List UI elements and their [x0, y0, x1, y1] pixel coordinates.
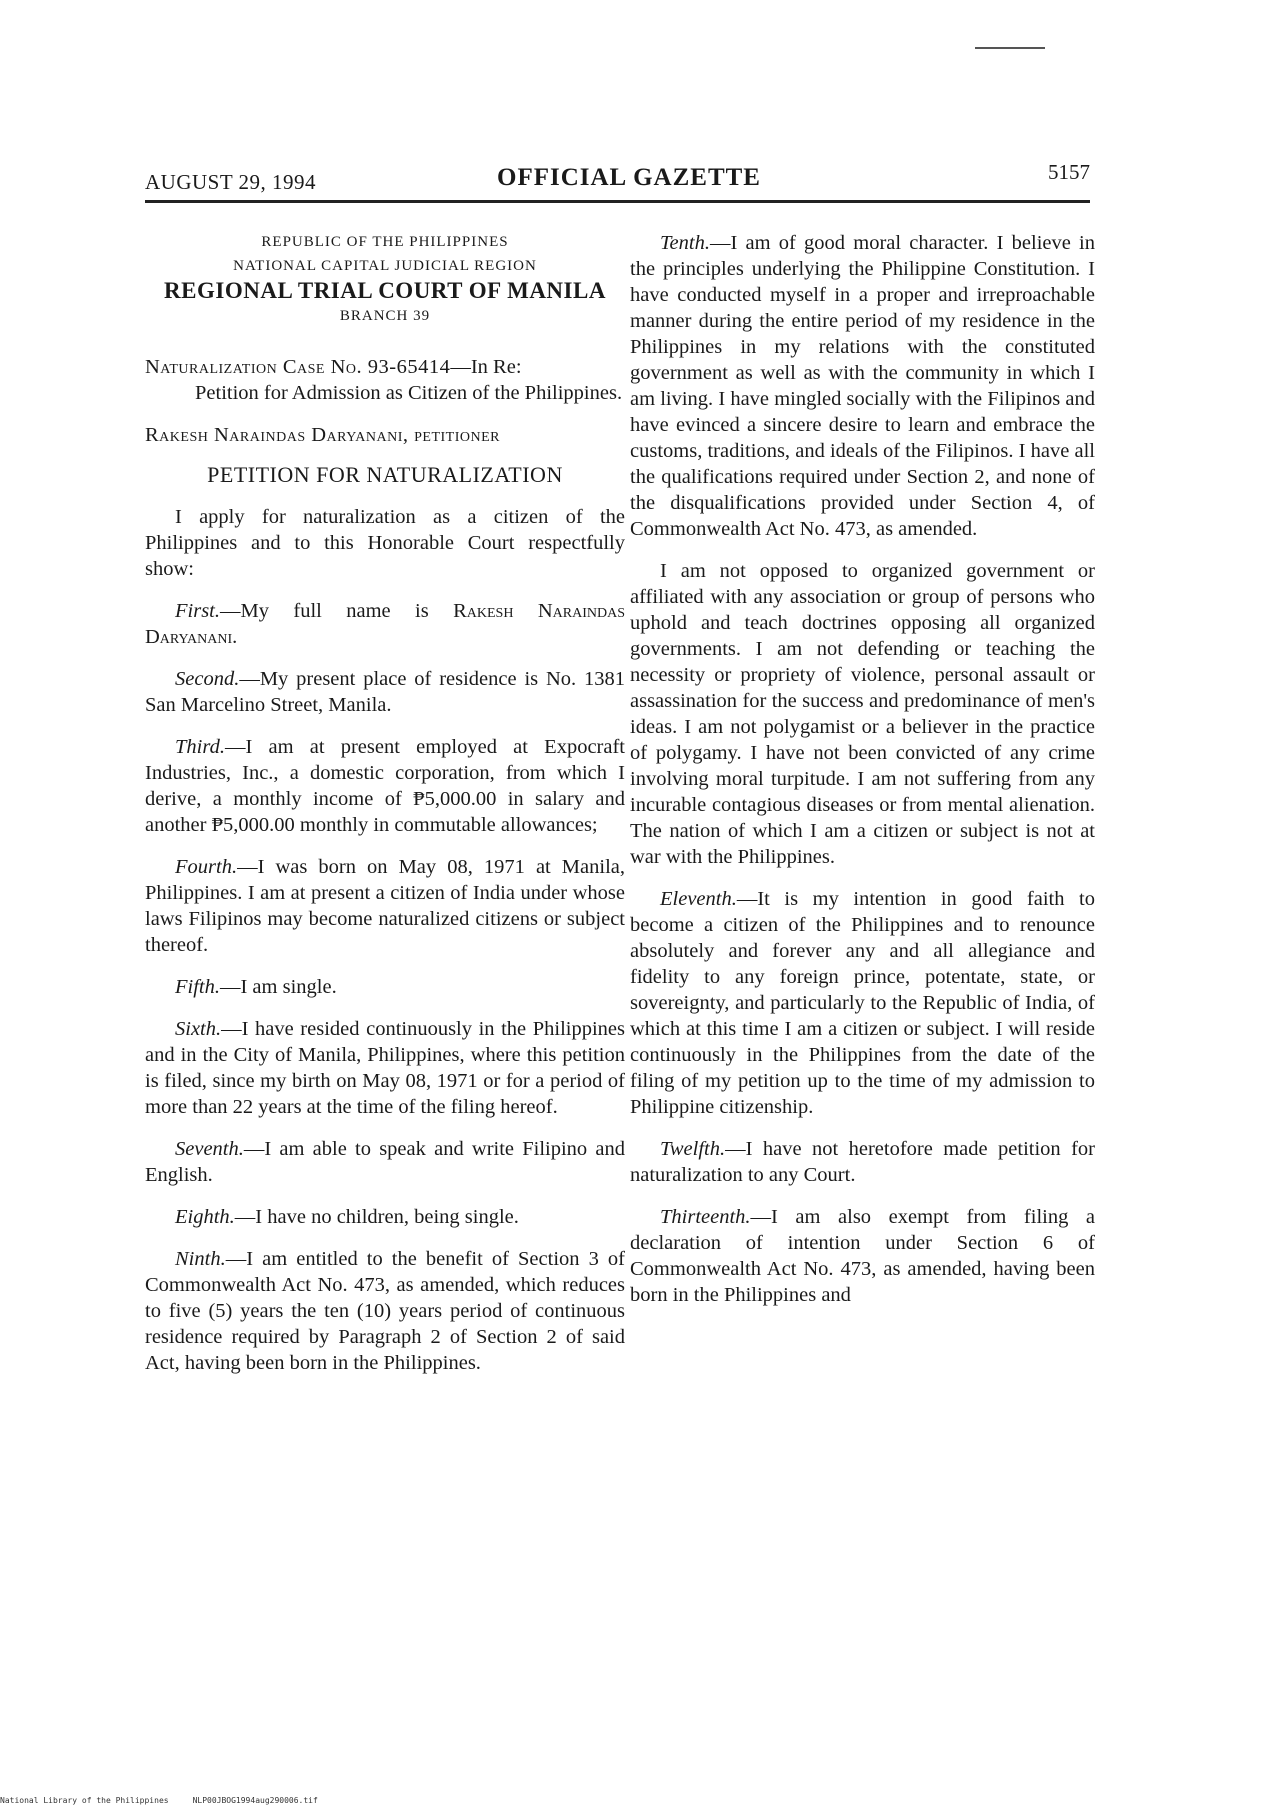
petitioner-line: Rakesh Naraindas Daryanani, petitioner: [145, 424, 501, 446]
footer-file: NLP00JBOG1994aug290006.tif: [192, 1796, 318, 1805]
scan-footer: [0, 1796, 342, 1805]
petition-title: PETITION FOR NATURALIZATION: [207, 462, 563, 487]
paragraph-eighth: Eighth.—I have no children, being single.: [175, 1206, 519, 1228]
page-header: [145, 160, 1090, 203]
court-line-region: NATIONAL CAPITAL JUDICIAL REGION: [233, 258, 537, 274]
right-column: [630, 230, 1095, 1308]
issue-date: AUGUST 29, 1994: [145, 170, 317, 194]
court-line-republic: REPUBLIC OF THE PHILIPPINES: [261, 234, 509, 250]
left-column: [145, 230, 625, 1376]
footer-library: National Library of the Philippines: [0, 1796, 169, 1805]
case-title: Naturalization Case No. 93-65414—In Re:: [145, 356, 522, 378]
paragraph-first: First.—My full name is Rakesh Naraindas Daryanani.: [145, 600, 625, 648]
paragraph-third: Third.—I am at present employed at Expocraft Industries, Inc., a domestic corporation, from which I derive, a monthly income of ₱5,000.00 in salary and another ₱5,000.00 monthly in commutable allowances;: [145, 736, 625, 836]
court-name: REGIONAL TRIAL COURT OF MANILA: [164, 278, 606, 303]
paragraph-ninth: Ninth.—I am entitled to the benefit of Section 3 of Commonwealth Act No. 473, as amended, which reduces to five (5) years the ten (10) years period of continuous residence required by Paragraph 2 of Section 2 of said Act, having been born in the Philippines.: [145, 1248, 625, 1374]
paragraph-fifth: Fifth.—I am single.: [175, 976, 337, 998]
court-branch: BRANCH 39: [339, 308, 431, 324]
paragraph-thirteenth: Thirteenth.—I am also exempt from filing a declaration of intention under Section 6 of Commonwealth Act No. 473, as amended, having been born in the Philippines and: [630, 1206, 1095, 1306]
paragraph-eleventh: Eleventh.—It is my intention in good faith to become a citizen of the Philippines and to renounce absolutely and forever any and all allegiance and fidelity to any foreign prince, potentate, state, or sovereignty, and particularly to the Republic of India, of which at this time I am a citizen or subject. I will reside continuously in the Philippines from the date of the filing of my petition up to the time of my admission to Philippine citizenship.: [630, 888, 1095, 1118]
paragraph-twelfth: Twelfth.—I have not heretofore made petition for naturalization to any Court.: [630, 1138, 1095, 1186]
paragraph-sixth: Sixth.—I have resided continuously in the Philippines and in the City of Manila, Philippines, where this petition is filed, since my birth on May 08, 1971 or for a period of more than 22 years at the time of the filing hereof.: [145, 1018, 625, 1118]
paragraph-seventh: Seventh.—I am able to speak and write Filipino and English.: [145, 1138, 625, 1186]
paragraph-second: Second.—My present place of residence is No. 1381 San Marcelino Street, Manila.: [145, 668, 625, 716]
intro-paragraph: I apply for naturalization as a citizen of the Philippines and to this Honorable Court respectfully show:: [145, 506, 625, 580]
publication-title: OFFICIAL GAZETTE: [497, 164, 761, 191]
paragraph-tenth: Tenth.—I am of good moral character. I believe in the principles underlying the Philippine Constitution. I have conducted myself in a proper and irreproachable manner during the entire period of my residence in the Philippines in my relations with the constituted government as well as with the community in which I am living. I have mingled socially with the Filipinos and have evinced a sincere desire to learn and embrace the customs, traditions, and ideals of the Filipinos. I have all the qualifications required under Section 2, and none of the disqualifications provided under Section 4, of Commonwealth Act No. 473, as amended.: [630, 232, 1095, 540]
top-rule: [975, 47, 1045, 49]
page-number: 5157: [1048, 160, 1090, 184]
case-subject: Petition for Admission as Citizen of the Philippines.: [195, 382, 623, 404]
paragraph-fourth: Fourth.—I was born on May 08, 1971 at Manila, Philippines. I am at present a citizen of India under whose laws Filipinos may become naturalized citizens or subject thereof.: [145, 856, 625, 956]
paragraph-not-opposed: I am not opposed to organized government or affiliated with any association or group of persons who uphold and teach doctrines opposing all organized governments. I am not defending or teaching the necessity or propriety of violence, personal assault or assassination for the success and predominance of men's ideas. I am not polygamist or a believer in the practice of polygamy. I have not been convicted of any crime involving moral turpitude. I am not suffering from any incurable contagious diseases or from mental alienation. The nation of which I am a citizen or subject is not at war with the Philippines.: [630, 560, 1095, 868]
